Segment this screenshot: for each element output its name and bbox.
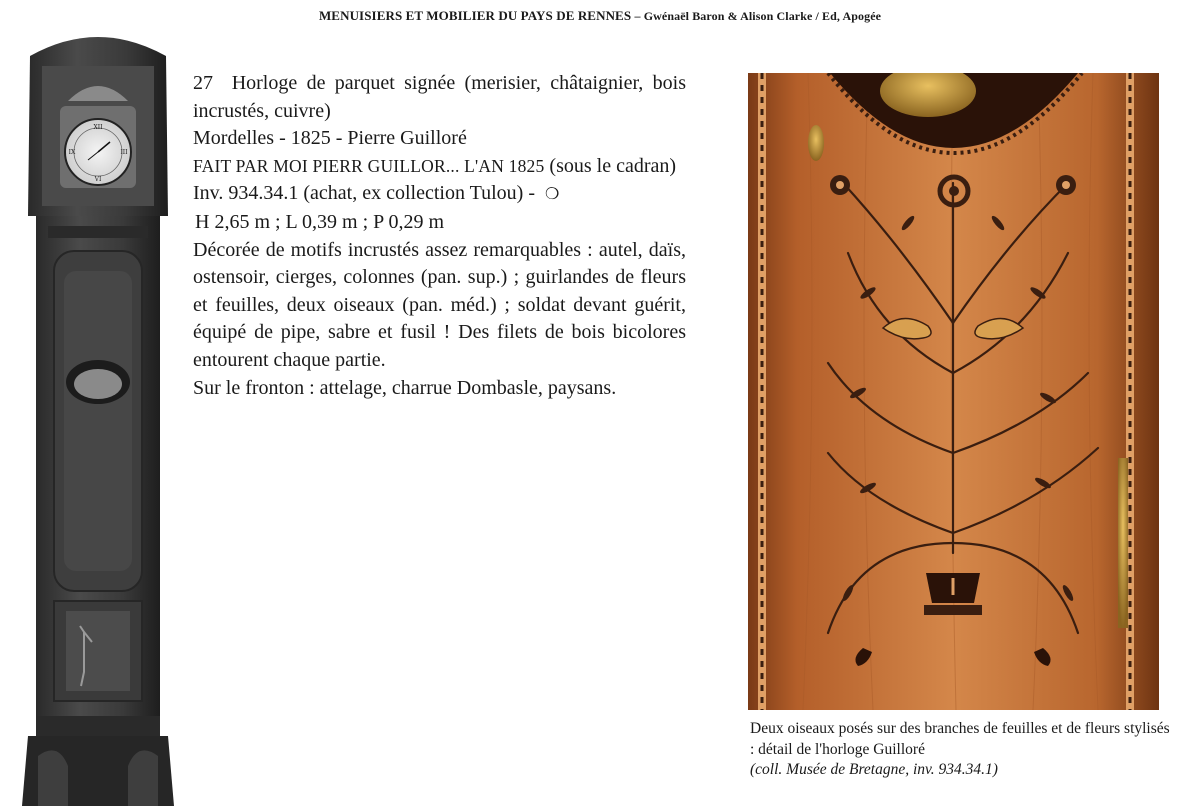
entry-dimensions: H 2,65 m ; L 0,39 m ; P 0,29 m	[195, 210, 445, 233]
entry-inscription	[193, 153, 686, 181]
inventory-text: Inv. 934.34.1 (achat, ex collection Tulou) -	[193, 182, 535, 205]
entry-description: Décorée de motifs incrustés assez remarquables : autel, daïs, ostensoir, cierges, colonnes (pan. sup.) ; guirlandes de fleurs et feuilles, deux oiseaux (pan. méd.) ; soldat devant guérit, équipé de pipe, sabre et fusil ! Des filets de bois bicolores entourent chaque partie.	[193, 238, 686, 371]
svg-text:VI: VI	[94, 176, 102, 183]
entry-pediment: Sur le fronton : attelage, charrue Dombasle, paysans.	[193, 376, 617, 399]
entry-title-text: Horloge de parquet signée (merisier, châtaignier, bois incrustés, cuivre)	[193, 72, 686, 122]
clock-photograph	[18, 26, 180, 806]
clock-illustration	[18, 26, 180, 806]
inscription-caps: FAIT PAR MOI PIERR GUILLOR... L'AN 1825	[193, 155, 545, 176]
inventory-mark-icon: ❍	[544, 186, 560, 204]
entry-title	[193, 70, 686, 125]
svg-text:IX: IX	[68, 149, 76, 156]
entry-inventory	[193, 180, 686, 209]
running-header	[0, 8, 1200, 24]
caption-description: Deux oiseaux posés sur des branches de feuilles et de fleurs stylisés : détail de l'horloge Guilloré	[750, 720, 1170, 758]
caption-collection: (coll. Musée de Bretagne, inv. 934.34.1)	[750, 761, 998, 778]
inscription-note: (sous le cadran)	[544, 154, 677, 177]
inlay-detail-photograph	[748, 73, 1159, 710]
book-authors: – Gwénaël Baron & Alison Clarke / Ed, Apogée	[634, 9, 882, 23]
svg-text:III: III	[120, 149, 128, 156]
inlay-illustration	[748, 73, 1159, 710]
catalogue-entry	[193, 70, 686, 402]
svg-text:XII: XII	[93, 124, 103, 131]
book-title: MENUISIERS ET MOBILIER DU PAYS DE RENNES	[318, 8, 632, 23]
entry-origin: Mordelles - 1825 - Pierre Guilloré	[193, 127, 467, 150]
entry-number: 27	[193, 72, 213, 94]
photo-caption	[750, 719, 1170, 781]
